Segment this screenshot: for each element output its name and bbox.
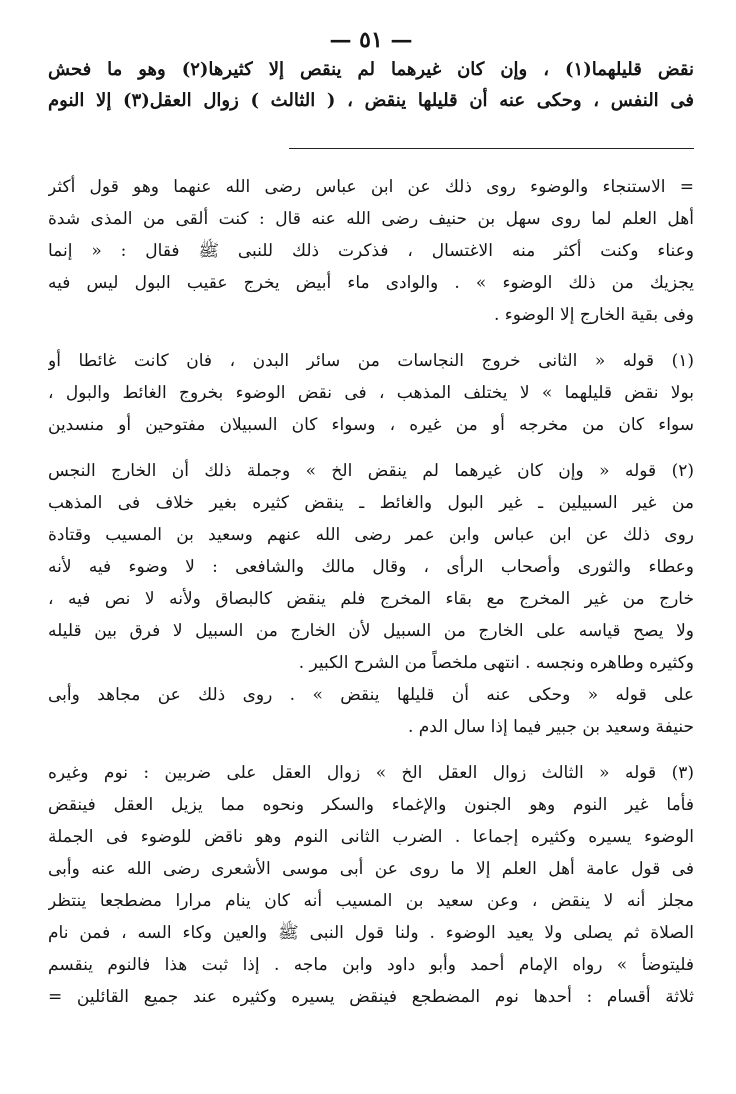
footnote-line: مجلز أنه لا ينقض ، وعن سعيد بن المسيب أنه كان ينام مرارا مضطجعا ينتظر (48, 891, 694, 911)
footnote-line: (٣) قوله « الثالث زوال العقل الخ » زوال العقل على ضربين : نوم وغيره (48, 763, 694, 783)
footnote-line: ثلاثة أقسام : أحدها نوم المضطجع فينقض يسيره وكثيره عند جميع القائلين = (48, 987, 694, 1007)
footnote-line: روى ذلك عن ابن عباس وابن عمر رضى الله عنهم وسعيد بن المسيب وقتادة (48, 525, 694, 545)
footnote-1 (48, 345, 694, 441)
footnote-line: (١) قوله « الثانى خروج النجاسات من سائر البدن ، فان كانت غائطا أو (48, 351, 694, 371)
page-number: — ٥١ — (329, 27, 413, 53)
footnote-line: وكثيره وطاهره ونجسه . انتهى ملخصاً من الشرح الكبير . (298, 653, 694, 673)
footnote-continuation (48, 171, 694, 331)
footnote-line: الصلاة ثم يصلى ولا يعيد الوضوء . ولنا قول النبى ﷺ والعين وكاء السه ، فمن نام (48, 923, 694, 943)
footnote-line: ولا يصح قياسه على الخارج من السبيل لأن الخارج من السبيل لا فرق بين قليله (48, 621, 694, 641)
footnote-3 (48, 757, 694, 1013)
footnote-line: فليتوضأ » رواه الإمام أحمد وأبو داود وابن ماجه . إذا ثبت هذا فالنوم ينقسم (48, 955, 694, 975)
footnote-separator-wrap (48, 148, 694, 149)
footnote-line: من غير السبيلين ـ غير البول والغائط ـ ينقض كثيره بغير خلاف فى المذهب (48, 493, 694, 513)
footnote-line: فى قول عامة أهل العلم إلا ما روى عن أبى موسى الأشعرى رضى الله عنه وأبى (48, 859, 694, 879)
footnote-line: حنيفة وسعيد بن جبير فيما إذا سال الدم . (407, 717, 694, 737)
main-text-line: فى النفس ، وحكى عنه أن قليلها ينقض ، ( الثالث ) زوال العقل(٣) إلا النوم (48, 90, 694, 111)
footnote-line: أهل العلم لما روى سهل بن حنيف رضى الله عنه قال : كنت ألقى من المذى شدة (48, 209, 694, 229)
footnote-line: (٢) قوله « وإن كان غيرهما لم ينقض الخ » وجملة ذلك أن الخارج النجس (48, 461, 694, 481)
main-text-line: نقض قليلهما(١) ، وإن كان غيرهما لم ينقص إلا كثيرها(٢) وهو ما فحش (48, 59, 694, 80)
footnote-separator (289, 148, 694, 149)
footnote-line: خارج من غير المخرج مع بقاء المخرج فلم ينقض كالبصاق ولأنه لا نص فيه ، (48, 589, 694, 609)
footnote-line: بولا نقض قليلهما » لا يختلف المذهب ، فى نقض الوضوء بخروج الغائط والبول ، (48, 383, 694, 403)
footnote-line: الوضوء يسيره وكثيره إجماعا . الضرب الثانى النوم وهو ناقض للوضوء فى الجملة (48, 827, 694, 847)
footnote-line: يجزيك من ذلك الوضوء » . والوادى ماء أبيض يخرج عقيب البول ليس فيه (48, 273, 694, 293)
footnote-line: فأما غير النوم وهو الجنون والإغماء والسكر ونحوه مما يزيل العقل فينقض (48, 795, 694, 815)
footnote-2 (48, 455, 694, 743)
footnote-line: وفى بقية الخارج إلا الوضوء . (493, 305, 694, 325)
main-text (48, 54, 694, 116)
footnote-line: وعطاء والثورى وأصحاب الرأى ، وقال مالك والشافعى : لا وضوء فيه لأنه (48, 557, 694, 577)
footnote-line: = الاستنجاء والوضوء روى ذلك عن ابن عباس رضى الله عنهما وهو قول أكثر (48, 177, 694, 197)
footnote-line: وعناء وكنت أكثر منه الاغتسال ، فذكرت ذلك للنبى ﷺ فقال : « إنما (48, 241, 694, 261)
footnote-line: سواء كان من مخرجه أو من غيره ، وسواء كان السبيلان مفتوحين أو منسدين (48, 415, 694, 435)
footnote-line: على قوله « وحكى عنه أن قليلها ينقض » . روى ذلك عن مجاهد وأبى (48, 685, 694, 705)
